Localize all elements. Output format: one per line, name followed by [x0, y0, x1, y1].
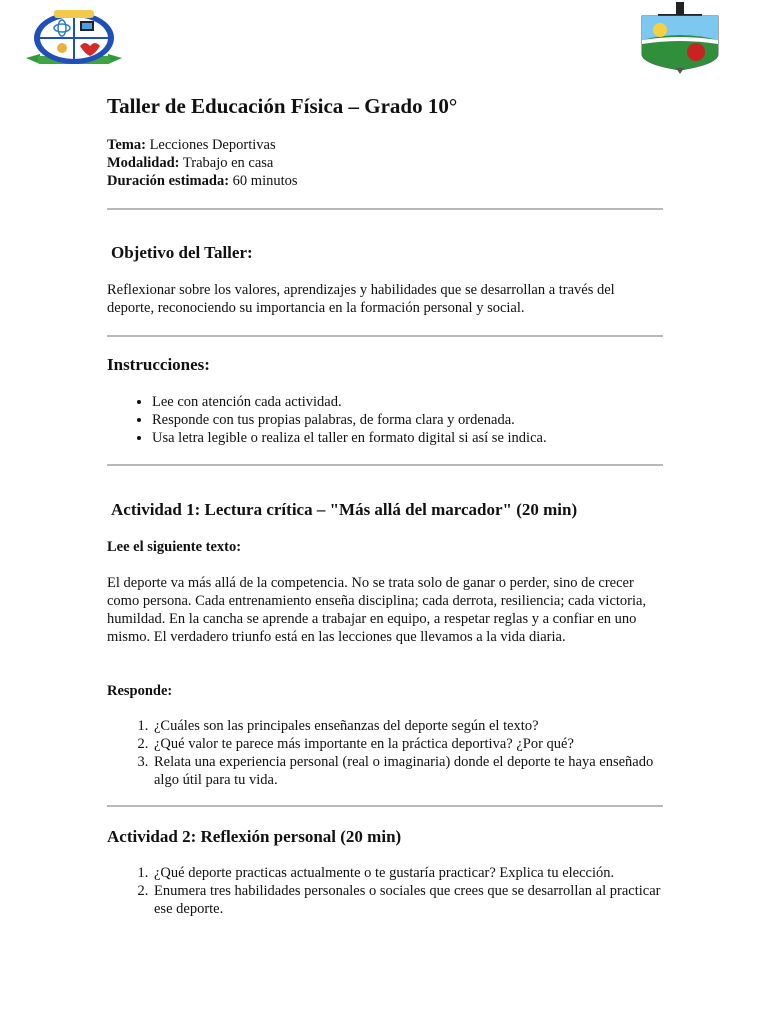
meta-tema-label: Tema: [107, 137, 146, 153]
instrucciones-list [107, 393, 663, 447]
meta-block [107, 136, 663, 190]
page-title: Taller de Educación Física – Grado 10° [107, 94, 458, 118]
objetivo-text: Reflexionar sobre los valores, aprendizajes y habilidades que se desarrollan a través del deporte, reconociendo su importancia en la formación personal y social. [107, 282, 615, 316]
actividad2-heading: Actividad 2: Reflexión personal (20 min) [107, 827, 402, 846]
list-item: 1. ¿Qué deporte practicas actualmente o te gustaría practicar? Explica tu elección. [152, 864, 663, 882]
list-item: • Responde con tus propias palabras, de forma clara y ordenada. [152, 411, 663, 429]
actividad1-text: El deporte va más allá de la competencia. No se trata solo de ganar o perder, sino de crecer como persona. Cada entrenamiento enseña disciplina; cada derrota, resiliencia; cada victoria, humildad. En la cancha se aprende a trabajar en equipo, a respetar reglas y a confiar en uno mismo. El verdadero triunfo está en las lecciones que llevamos a la vida diaria. [107, 575, 647, 645]
divider [107, 805, 663, 807]
divider [107, 464, 663, 466]
meta-modalidad-value: Trabajo en casa [182, 155, 274, 171]
actividad1-questions [107, 717, 663, 789]
list-item: 2. ¿Qué valor te parece más importante en la práctica deportiva? ¿Por qué? [152, 735, 663, 753]
meta-duracion-value: 60 minutos [232, 173, 298, 189]
instrucciones-heading: Instrucciones: [107, 355, 210, 374]
list-item: 2. Enumera tres habilidades personales o sociales que crees que se desarrollan al practicar ese deporte. [152, 882, 663, 918]
actividad1-heading: Actividad 1: Lectura crítica – "Más allá del marcador" (20 min) [111, 500, 578, 519]
meta-tema [107, 136, 663, 154]
objetivo-heading: Objetivo del Taller: [111, 243, 253, 262]
coat-of-arms-logo [632, 2, 728, 74]
meta-duracion-label: Duración estimada: [107, 173, 230, 189]
school-logo [24, 8, 124, 72]
divider [107, 208, 663, 210]
list-item: 3. Relata una experiencia personal (real o imaginaria) donde el deporte te haya enseñado algo útil para tu vida. [152, 753, 663, 789]
list-item: 1. ¿Cuáles son las principales enseñanzas del deporte según el texto? [152, 717, 663, 735]
actividad2-questions [107, 864, 663, 918]
actividad1-responde: Responde: [107, 683, 173, 699]
meta-tema-value: Lecciones Deportivas [149, 137, 276, 153]
actividad1-lead: Lee el siguiente texto: [107, 539, 242, 555]
list-item: • Usa letra legible o realiza el taller en formato digital si así se indica. [152, 429, 663, 447]
meta-duracion [107, 172, 663, 190]
divider [107, 335, 663, 337]
list-item: • Lee con atención cada actividad. [152, 393, 663, 411]
meta-modalidad [107, 154, 663, 172]
meta-modalidad-label: Modalidad: [107, 155, 180, 171]
